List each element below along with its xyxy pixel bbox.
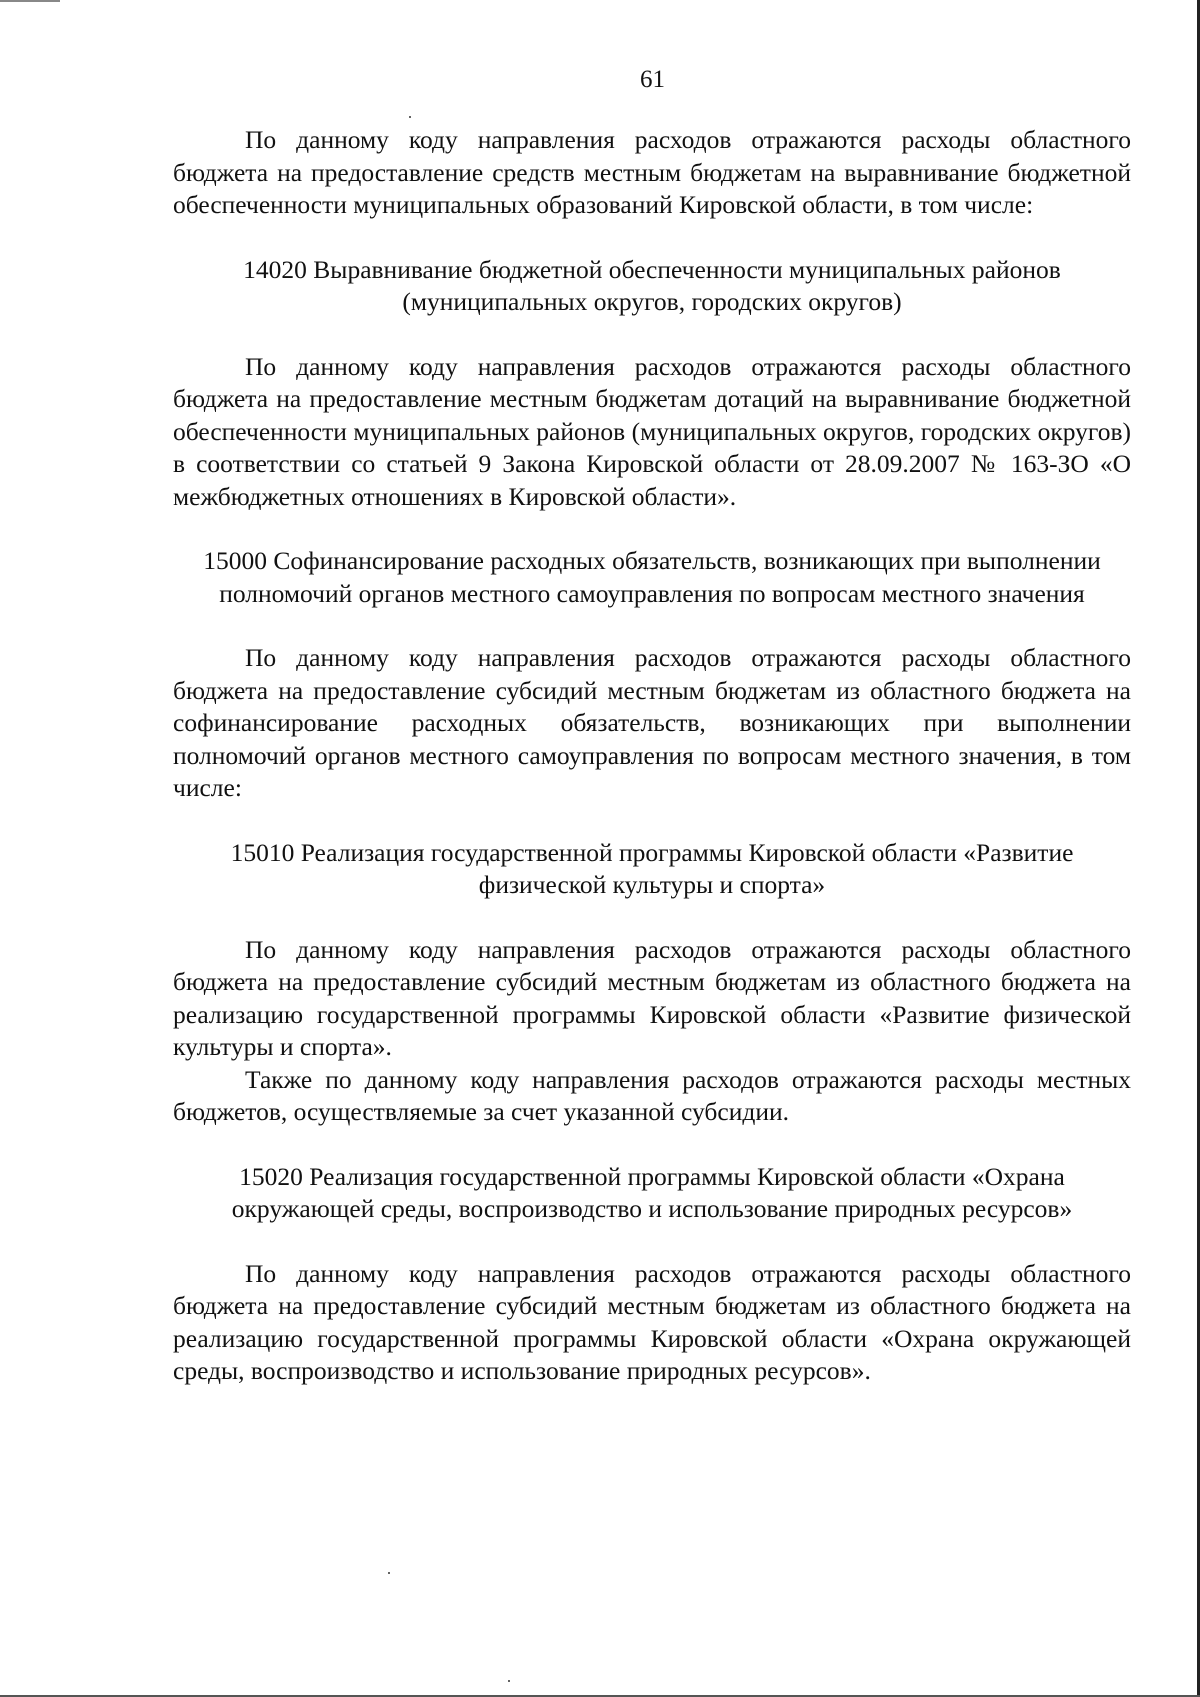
- paragraph-intro: По данному коду направления расходов отражаются расходы областного бюджета на предоставление средств местным бюджетам на выравнивание бюджетной обеспеченности муниципальных образований Кировской области, в том числе:: [173, 125, 1131, 219]
- scan-speck: [388, 1572, 390, 1574]
- section-heading-14020: 14020 Выравнивание бюджетной обеспеченности муниципальных районов (муниципальных округов, городских округов): [243, 254, 1061, 316]
- section-heading-15000: 15000 Софинансирование расходных обязательств, возникающих при выполнении полномочий органов местного самоуправления по вопросам местного значения: [203, 546, 1101, 608]
- paragraph-15010-local: Также по данному коду направления расходов отражаются расходы местных бюджетов, осуществляемые за счет указанной субсидии.: [173, 1064, 1131, 1126]
- page-number: 61: [640, 66, 665, 93]
- document-body: [173, 124, 1131, 1388]
- paragraph-15010: По данному коду направления расходов отражаются расходы областного бюджета на предоставление субсидий местным бюджетам из областного бюджета на реализацию государственной программы Кировской области «Развитие физической культуры и спорта».: [173, 934, 1131, 1061]
- scan-artifact: [0, 0, 60, 2]
- paragraph-15000: По данному коду направления расходов отражаются расходы областного бюджета на предоставление субсидий местным бюджетам из областного бюджета на софинансирование расходных обязательств, возникающих при выполнении полномочий органов местного самоуправления по вопросам местного значения, в том числе:: [173, 643, 1131, 802]
- paragraph-15020: По данному коду направления расходов отражаются расходы областного бюджета на предоставление субсидий местным бюджетам из областного бюджета на реализацию государственной программы Кировской области «Охрана окружающей среды, воспроизводство и использование природных ресурсов».: [173, 1258, 1131, 1385]
- section-heading-15020: 15020 Реализация государственной программы Кировской области «Охрана окружающей среды, воспроизводство и использование природных ресурсов»: [231, 1161, 1073, 1223]
- scan-speck: [409, 116, 411, 118]
- section-heading-15010: 15010 Реализация государственной программы Кировской области «Развитие физической культуры и спорта»: [230, 837, 1074, 899]
- paragraph-14020: По данному коду направления расходов отражаются расходы областного бюджета на предоставление местным бюджетам дотаций на выравнивание бюджетной обеспеченности муниципальных районов (муниципальных округов, городских округов) в соответствии со статьей 9 Закона Кировской области от 28.09.2007 № 163-ЗО «О межбюджетных отношениях в Кировской области».: [173, 351, 1131, 511]
- scan-speck: [508, 1680, 510, 1682]
